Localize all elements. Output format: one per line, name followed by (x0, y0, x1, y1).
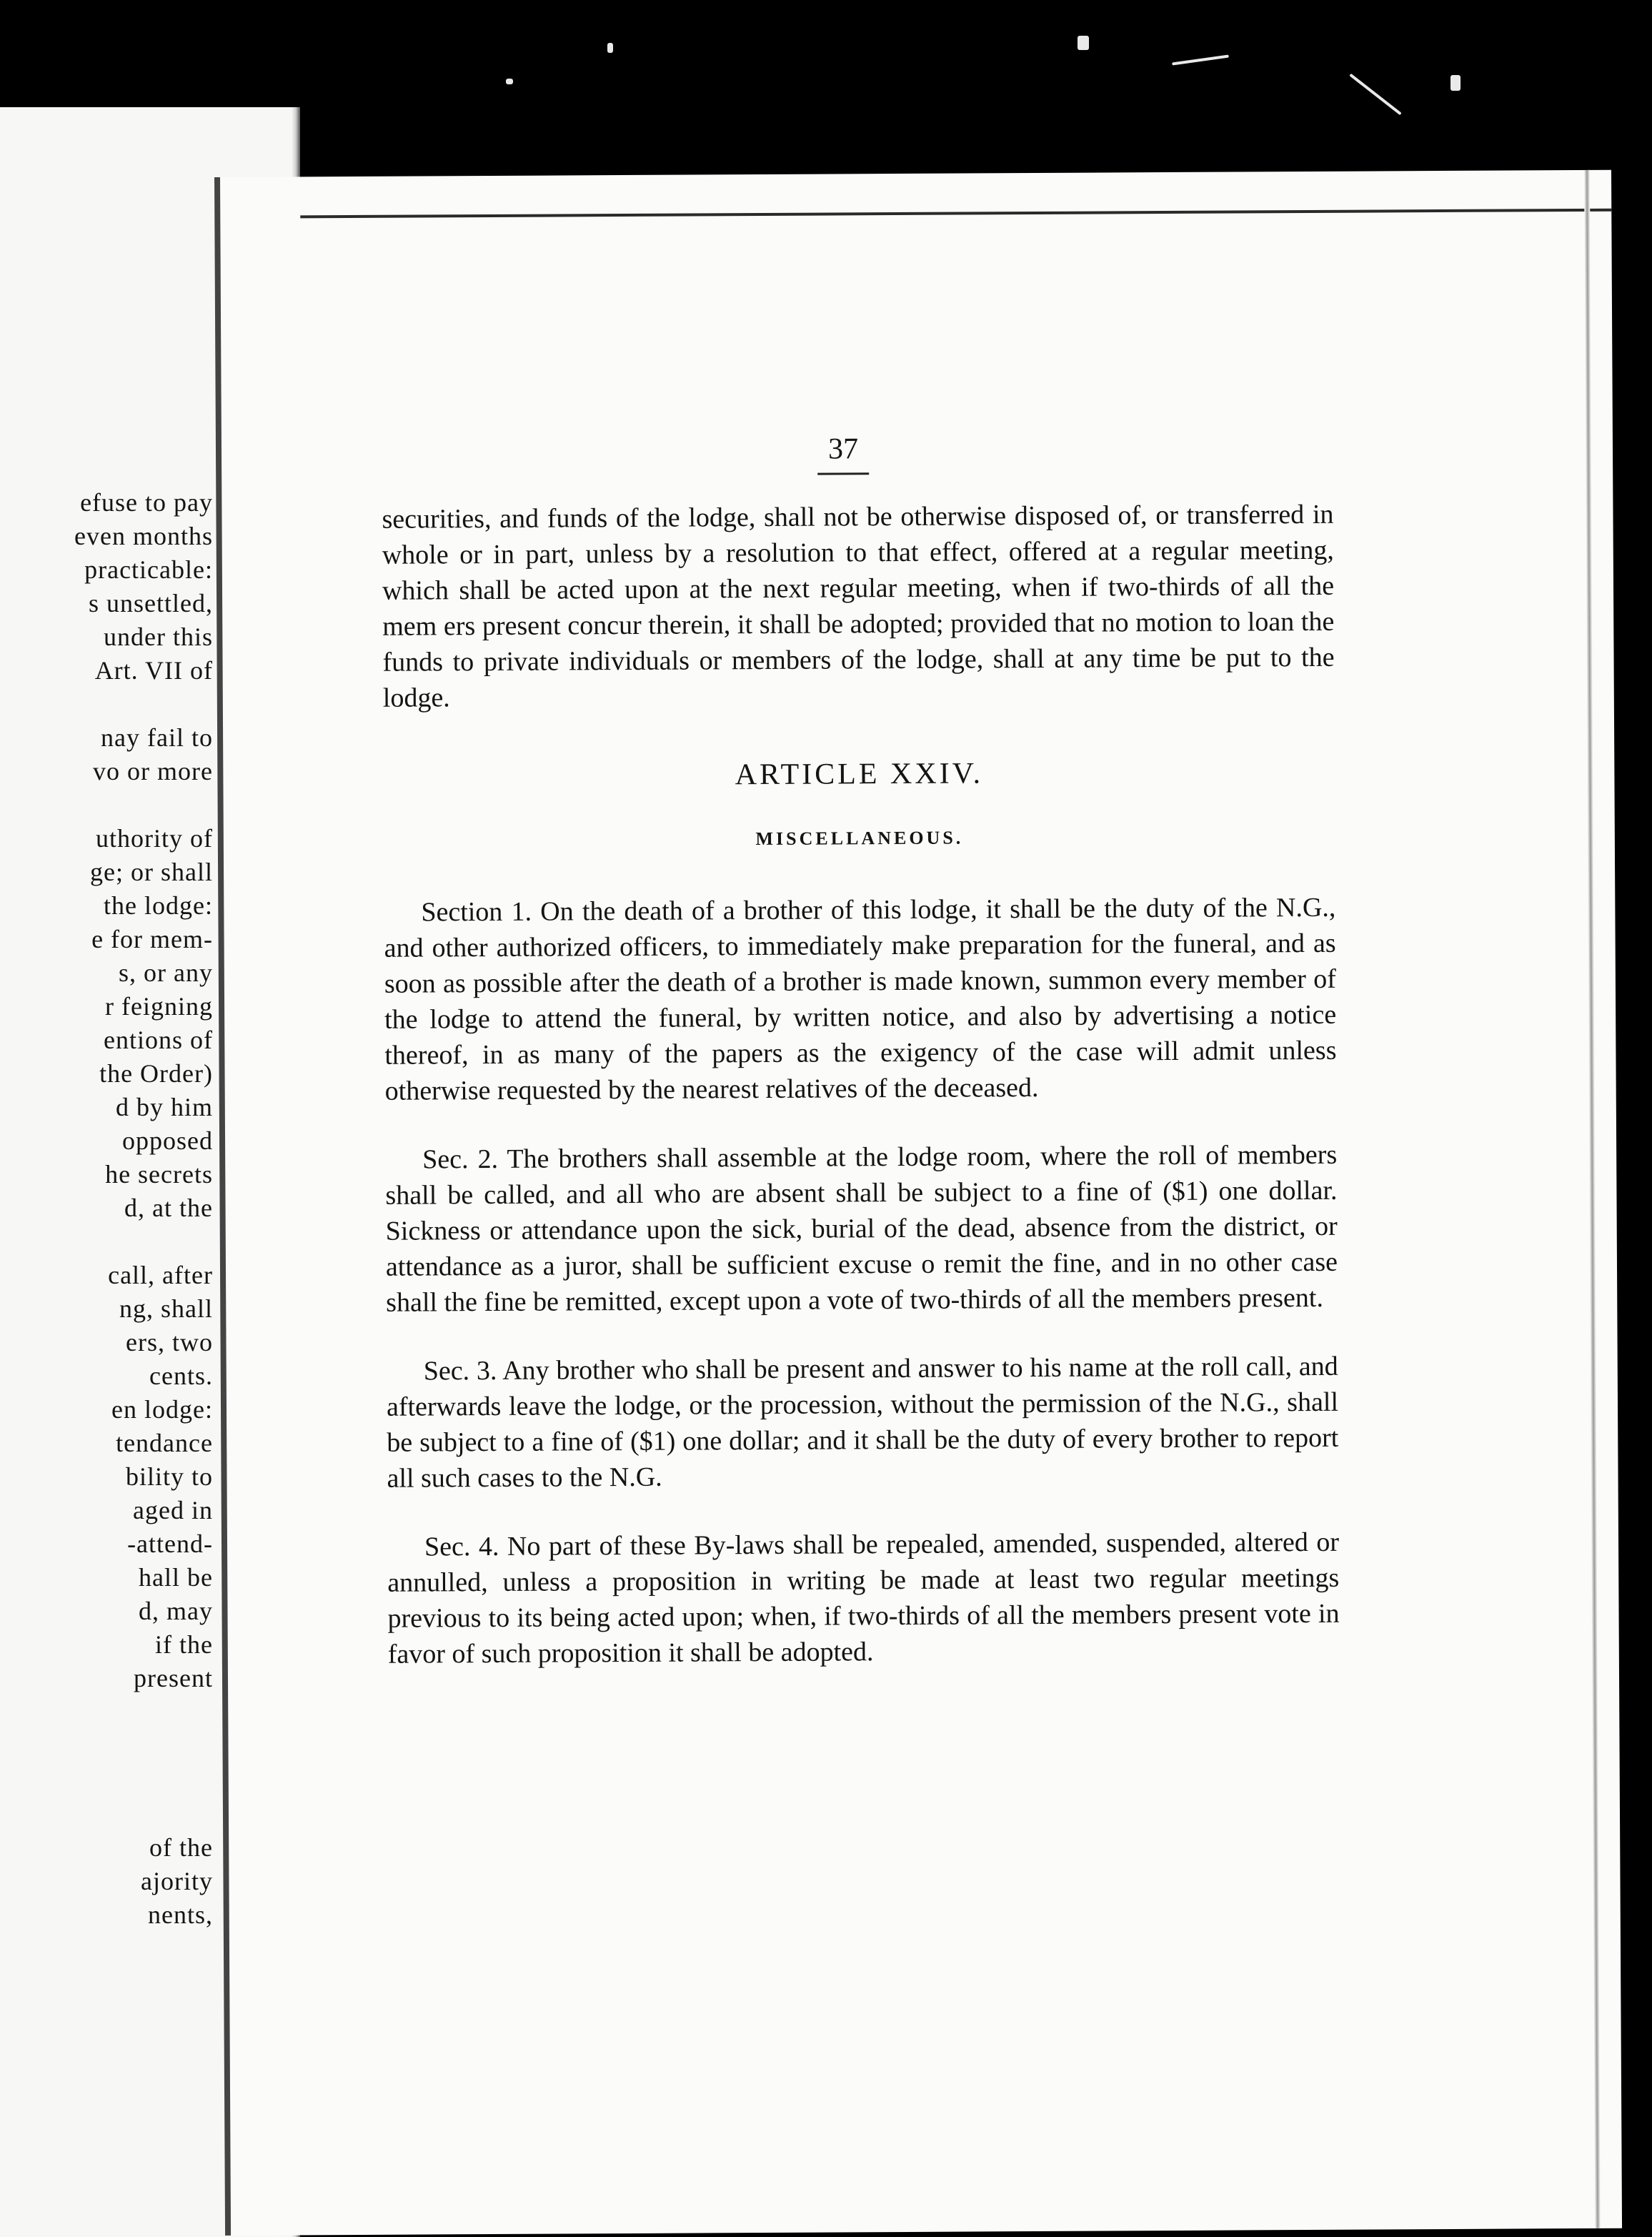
previous-page-line: the lodge: (104, 891, 213, 920)
previous-page-text (0, 486, 213, 1932)
previous-page-line: under this (104, 623, 213, 651)
page-edge-right (1584, 170, 1601, 2228)
previous-page-line: e for mem- (91, 925, 213, 953)
previous-page-line: ers, two (126, 1328, 213, 1356)
section-3: Sec. 3. Any brother who shall be present and answer to his name at the roll call, and afterwards leave the lodge, or the procession, without the permission of the N.G., shall be subject to a fine of ($1) one dollar; and it shall be the duty of every brother to report all such cases to the N.G. (386, 1351, 1339, 1494)
page-number: 37 (827, 432, 859, 466)
scan-speck (1451, 75, 1461, 91)
scan-speck (1078, 36, 1089, 50)
previous-page-line: even months (74, 522, 213, 550)
previous-page-line: ng, shall (119, 1294, 213, 1323)
previous-page-line: d, may (139, 1597, 213, 1625)
page-edge-top (300, 209, 1611, 219)
previous-page-line: nents, (148, 1900, 213, 1929)
page-number-rule (817, 472, 869, 475)
previous-page-line: d by him (115, 1093, 213, 1121)
previous-page-line: aged in (133, 1496, 213, 1524)
page-content (382, 429, 1340, 1705)
previous-page-line: vo or more (93, 757, 213, 785)
previous-page-line: efuse to pay (80, 488, 213, 517)
previous-page-line: r feigning (105, 992, 213, 1021)
previous-page-line: en lodge: (111, 1395, 213, 1424)
article-subheading: MISCELLANEOUS. (755, 827, 964, 850)
article-heading: ARTICLE XXIV. (735, 757, 984, 792)
scan-speck (607, 43, 613, 53)
section-4: Sec. 4. No part of these By-laws shall be repealed, amended, suspended, altered or annulled, unless a proposition in writing be made at least two regular meetings previous to its being acted upon; when, if two-thirds of all the members present vote in favor of such proposition it shall be adopted. (387, 1527, 1340, 1670)
previous-page-line: if the (155, 1630, 213, 1659)
scan-speck (1172, 54, 1229, 65)
line-gap (0, 1225, 213, 1259)
previous-page-line: he secrets (105, 1160, 213, 1189)
previous-page-line: practicable: (84, 555, 213, 584)
previous-page-line: of the (149, 1833, 213, 1862)
previous-page-line: hall be (139, 1563, 213, 1592)
previous-page-line: uthority of (96, 824, 213, 853)
previous-page-line: s unsettled, (89, 589, 213, 617)
previous-page-line: present (134, 1664, 213, 1692)
previous-page-line: nay fail to (101, 723, 213, 752)
previous-page-line: tendance (116, 1429, 213, 1457)
previous-page-line: ajority (141, 1867, 213, 1895)
scan-speck (1349, 74, 1401, 116)
previous-page-line: bility to (125, 1462, 213, 1491)
scan-speck (506, 79, 513, 84)
section-2: Sec. 2. The brothers shall assemble at the lodge room, where the roll of members shall be called, and all who are absent shall be subject to a fine of ($1) one dollar. Sickness or attendance upon the sick, burial of the dead, absence from the district, or attendance as a juror, shall be sufficient excuse o remit the fine, and in no other case shall the fine be remitted, except upon a vote of two-thirds of all the members present. (385, 1139, 1338, 1318)
continuation-paragraph: securities, and funds of the lodge, shall not be otherwise disposed of, or transferred in whole or in part, unless by a resolution to that effect, offered at a regular meeting, which shall be acted upon at the next regular meeting, when if two-thirds of all the mem ers present concur therein, it shall be adopted; provided that no motion to loan the funds to private individuals or members of the lodge, shall at any time be put to the lodge. (382, 499, 1335, 713)
previous-page-line: entions of (104, 1026, 213, 1054)
previous-page-line: cents. (149, 1361, 213, 1390)
previous-page-line: d, at the (124, 1194, 213, 1222)
line-gap (0, 788, 213, 822)
previous-page-line: call, after (108, 1261, 213, 1289)
previous-page-line: s, or any (119, 958, 213, 987)
previous-page-line: the Order) (99, 1059, 213, 1088)
previous-page-line: Art. VII of (94, 656, 213, 685)
previous-page-line: ge; or shall (90, 858, 213, 886)
previous-page-line: -attend- (127, 1529, 213, 1558)
line-gap (0, 1695, 213, 1831)
previous-page-line: opposed (122, 1126, 213, 1155)
document-page (214, 170, 1622, 2236)
line-gap (0, 688, 213, 721)
section-1: Section 1. On the death of a brother of this lodge, it shall be the duty of the N.G., and other authorized officers, to immediately make preparation for the funeral, and as soon as possible after the death of a brother is made known, summon every member of the lodge to attend the funeral, by written notice, and also by advertising a notice thereof, in as many of the papers as the exigency of the case will admit unless otherwise requested by the nearest relatives of the deceased. (384, 892, 1337, 1106)
